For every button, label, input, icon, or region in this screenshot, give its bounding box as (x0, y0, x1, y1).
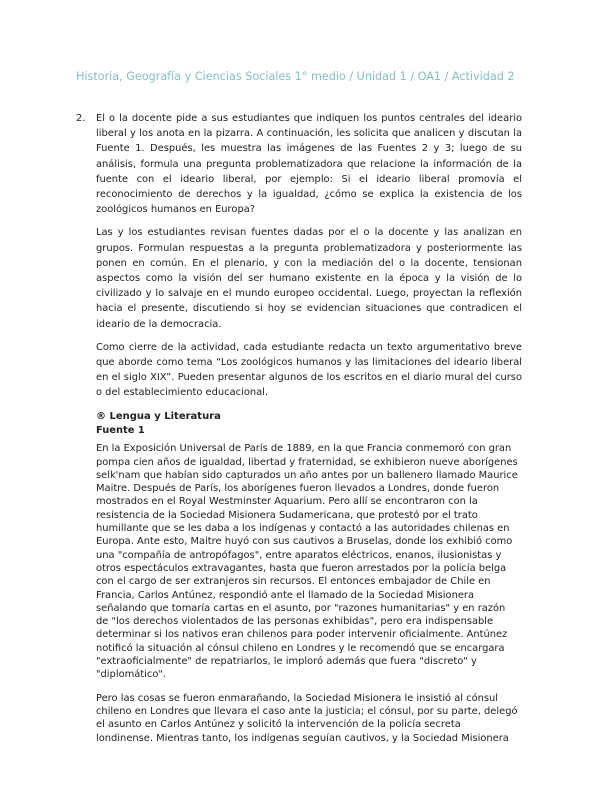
activity-paragraph-3: Como cierre de la actividad, cada estudiante redacta un texto argumentativo breve que aborde como tema “Los zoológicos humanos y las limitaciones del ideario liberal en el siglo XIX”. Pueden presentar algunos de los escritos en el diario mural del curso o del establecimiento educacional. (96, 341, 522, 399)
activity-number: 2. (76, 113, 86, 124)
source-1-title: Fuente 1 (96, 425, 145, 436)
activity-body (96, 111, 522, 424)
activity-paragraph-2: Las y los estudiantes revisan fuentes dadas por el o la docente y las analizan en grupos. Formulan respuestas a la pregunta problematizadora y posteriormente las ponen en común. En el plenario, y con la mediación del o la docente, tensionan aspectos como la visión del ser humano existente en la época y la visión de lo civilizado y lo salvaje en el mundo europeo occidental. Luego, proyectan la reflexión hacia el presente, discutiendo si hoy se evidencian situaciones que contradicen el ideario de la democracia. (96, 227, 522, 330)
source-1-paragraph-2: Pero las cosas se fueron enmarañando, la Sociedad Misionera le insistió al cónsul chileno en Londres que llevara el caso ante la justicia; el cónsul, por su parte, delegó el asunto en Carlos Antúnez y solicitó la intervención de la policía secreta londinense. Mientras tanto, los indígenas seguían cautivos, y la Sociedad Misionera (96, 692, 518, 744)
source-1-paragraph-1: En la Exposición Universal de París de 1889, en la que Francia conmemoró con gran pompa cien años de igualdad, libertad y fraternidad, se exhibieron nueve aborígenes selk'nam que habían sido capturados un año antes por un ballenero llamado Maurice Maitre. Después de París, los aborígenes fueron llevados a Londres, donde fueron mostrados en el Royal Westminster Aquarium. Pero allí se encontraron con la resistencia de la Sociedad Misionera Sudamericana, que protestó por el trato humillante que se les daba a los indígenas y contactó a las autoridades chilenas en Europa. Ante esto, Maitre huyó con sus cautivos a Bruselas, donde los exhibió como una "compañía de antropófagos", entre aparatos eléctricos, enanos, ilusionistas y otros espectáculos extravagantes, hasta que fueron arrestados por la policía belga con el cargo de ser extranjeros sin recursos. El entonces embajador de Chile en Francia, Carlos Antúnez, respondió ante el llamado de la Sociedad Misionera señalando que tomaría cartas en el asunto, por "razones humanitarias" y en razón de "los derechos violentados de las personas exhibidas", pero era indispensable determinar si los nativos eran chilenos para poder intervenir oficialmente. Antúnez notificó la situación al cónsul chileno en Londres y le recomendó que se encargara "extraoficialmente" de repatriarlos, le imploró además que fuera "discreto" y "diplomático". (96, 443, 518, 681)
activity-item (76, 111, 522, 424)
subject-link-lengua-literatura[interactable]: ® Lengua y Literatura (96, 410, 221, 422)
page-header-breadcrumb: Historia, Geografía y Ciencias Sociales 1° medio / Unidad 1 / OA1 / Actividad 2 (76, 70, 515, 83)
activity-paragraph-1: El o la docente pide a sus estudiantes que indiquen los puntos centrales del ideario liberal y los anota en la pizarra. A continuación, les solicita que analicen y discutan la Fuente 1. Después, les muestra las imágenes de las Fuentes 2 y 3; luego de su análisis, formula una pregunta problematizadora que relacione la información de la fuente con el ideario liberal, por ejemplo: Si el ideario liberal promovía el reconocimiento de derechos y la igualdad, ¿cómo se explica la existencia de los zoológicos humanos en Europa? (96, 113, 522, 216)
source-1-block (96, 424, 520, 755)
